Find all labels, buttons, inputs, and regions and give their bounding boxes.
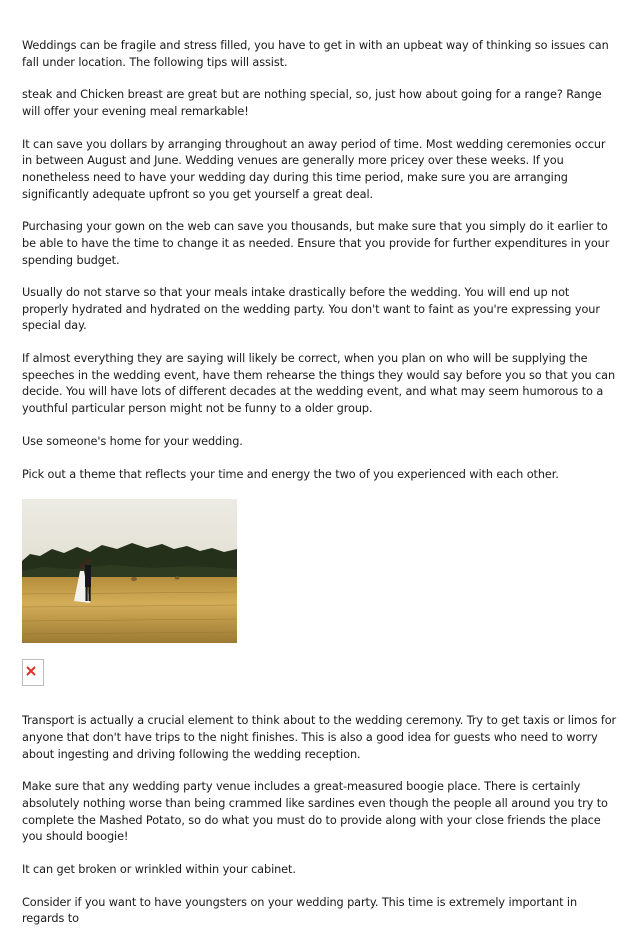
- paragraph-3: It can save you dollars by arranging throughout an away period of time. Most wedding ceremonies occur in between August and June. Wedding venues are generally more pricey over these weeks. If you nonetheless need to have your wedding day during this time period, make sure you are arranging significantly adequate upfront so you get yourself a great deal.: [22, 137, 606, 201]
- paragraph-8: Pick out a theme that reflects your time and energy the two of you experienced with each other.: [22, 467, 559, 481]
- paragraph-5: Usually do not starve so that your meals intake drastically before the wedding. You will end up not properly hydrated and hydrated on the wedding party. You don't want to faint as you're expressing your special day.: [22, 286, 600, 333]
- wedding-couple-photo: [22, 499, 237, 643]
- paragraph-11: It can get broken or wrinkled within your cabinet.: [22, 862, 296, 876]
- paragraph-7: Use someone's home for your wedding.: [22, 434, 243, 448]
- paragraph-4: Purchasing your gown on the web can save you thousands, but make sure that you simply do it earlier to be able to have the time to change it as needed. Ensure that you provide for further expenditures in your spending budget.: [22, 220, 610, 267]
- broken-image-icon: [22, 659, 44, 686]
- article-body: [22, 38, 618, 944]
- paragraph-1: Weddings can be fragile and stress filled, you have to get in with an upbeat way of thinking so issues can fall under location. The following tips will assist.: [22, 39, 609, 69]
- paragraph-9: Transport is actually a crucial element to think about to the wedding ceremony. Try to get taxis or limos for anyone that don't have trips to the night finishes. This is also a good idea for guests who need to worry about ingesting and driving following the wedding reception.: [22, 714, 617, 761]
- paragraph-10: Make sure that any wedding party venue includes a great-measured boogie place. There is certainly absolutely nothing worse than being crammed like sardines even though the people all around you try to complete the Mashed Potato, so do what you must do to provide along with your close friends the place you should boogie!: [22, 780, 608, 844]
- paragraph-2: steak and Chicken breast are great but are nothing special, so, just how about going for a range? Range will offer your evening meal remarkable!: [22, 88, 602, 118]
- paragraph-6: If almost everything they are saying will likely be correct, when you plan on who will be supplying the speeches in the wedding event, have them rehearse the things they would say before you so that you can decide. You will have lots of different decades at the wedding event, and what may seem humorous to a youthful particular person might not be funny to a older group.: [22, 352, 616, 416]
- paragraph-12: Consider if you want to have youngsters on your wedding party. This time is extremely important in regards to: [22, 895, 578, 926]
